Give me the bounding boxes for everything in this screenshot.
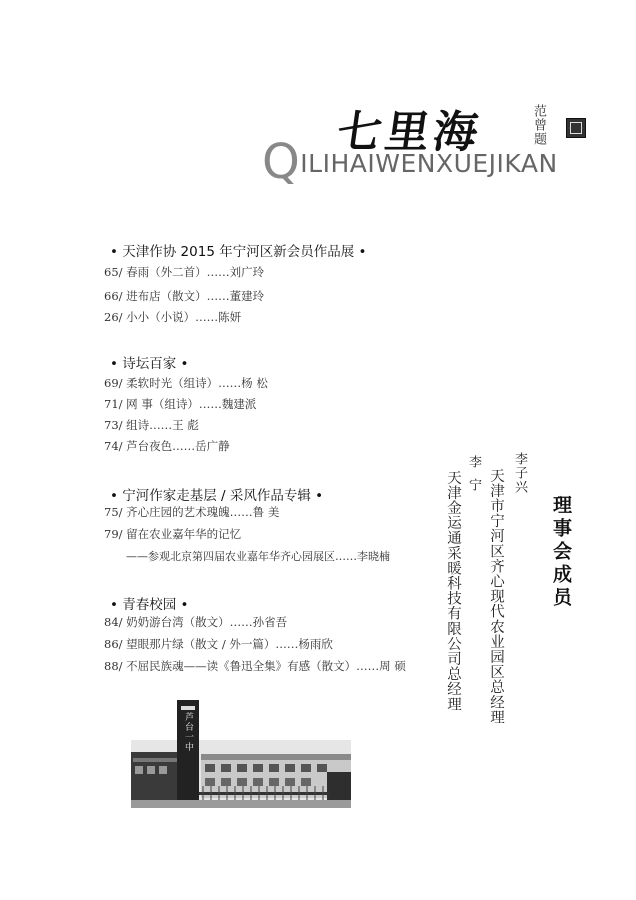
toc-entry: 71/ 网 事（组诗）……魏建派 bbox=[104, 397, 257, 411]
magazine-title-calligraphy: 七里海 bbox=[333, 107, 485, 158]
toc-entry: 86/ 望眼那片绿（散文 / 外一篇）……杨雨欣 bbox=[104, 637, 333, 651]
magazine-title-pinyin bbox=[262, 134, 558, 190]
toc-entry: 66/ 进布店（散文）……董建玲 bbox=[104, 289, 265, 303]
masthead bbox=[0, 0, 636, 190]
council-heading: 理事会成员 bbox=[550, 495, 572, 610]
school-gate-photo bbox=[131, 700, 351, 808]
toc-entry: 73/ 组诗……王 彪 bbox=[104, 418, 199, 432]
toc-entry: 75/ 齐心庄园的艺术瑰魄……鲁 美 bbox=[104, 505, 280, 519]
toc-entry: 84/ 奶奶游台湾（散文）……孙省吾 bbox=[104, 615, 288, 629]
section-title: • 诗坛百家 • bbox=[110, 356, 189, 372]
toc-entry: 79/ 留在农业嘉年华的记忆 bbox=[104, 527, 242, 541]
toc-entry-subtitle: ——参观北京第四届农业嘉年华齐心园展区……李晓楠 bbox=[126, 550, 390, 563]
toc-entry: 65/ 春雨（外二首）……刘广玲 bbox=[104, 265, 265, 279]
member-title: 天津市宁河区齐心现代农业园区总经理 bbox=[488, 468, 504, 725]
seal-stamp-icon bbox=[566, 118, 586, 138]
pinyin-rest: ILIHAIWENXUEJIKAN bbox=[300, 149, 558, 178]
member-name: 李子兴 bbox=[512, 452, 527, 494]
section-title: • 青春校园 • bbox=[110, 597, 189, 613]
pinyin-initial: Q bbox=[262, 134, 301, 190]
toc-entry: 74/ 芦台夜色……岳广静 bbox=[104, 439, 230, 453]
section-title: • 天津作协 2015 年宁河区新会员作品展 • bbox=[110, 244, 367, 260]
toc-entry: 88/ 不屈民族魂——读《鲁迅全集》有感（散文）……周 硕 bbox=[104, 659, 406, 673]
member-title: 天津金运通采暖科技有限公司总经理 bbox=[445, 470, 461, 712]
toc-entry: 69/ 柔软时光（组诗）……杨 松 bbox=[104, 376, 268, 390]
calligraphy-signature: 范曾题 bbox=[531, 104, 546, 146]
section-title: • 宁河作家走基层 / 采风作品专辑 • bbox=[110, 488, 324, 504]
gate-sign: 芦台一中 bbox=[183, 712, 193, 752]
toc-entry: 26/ 小小（小说）……陈妍 bbox=[104, 310, 242, 324]
member-name: 李宁 bbox=[466, 455, 481, 501]
